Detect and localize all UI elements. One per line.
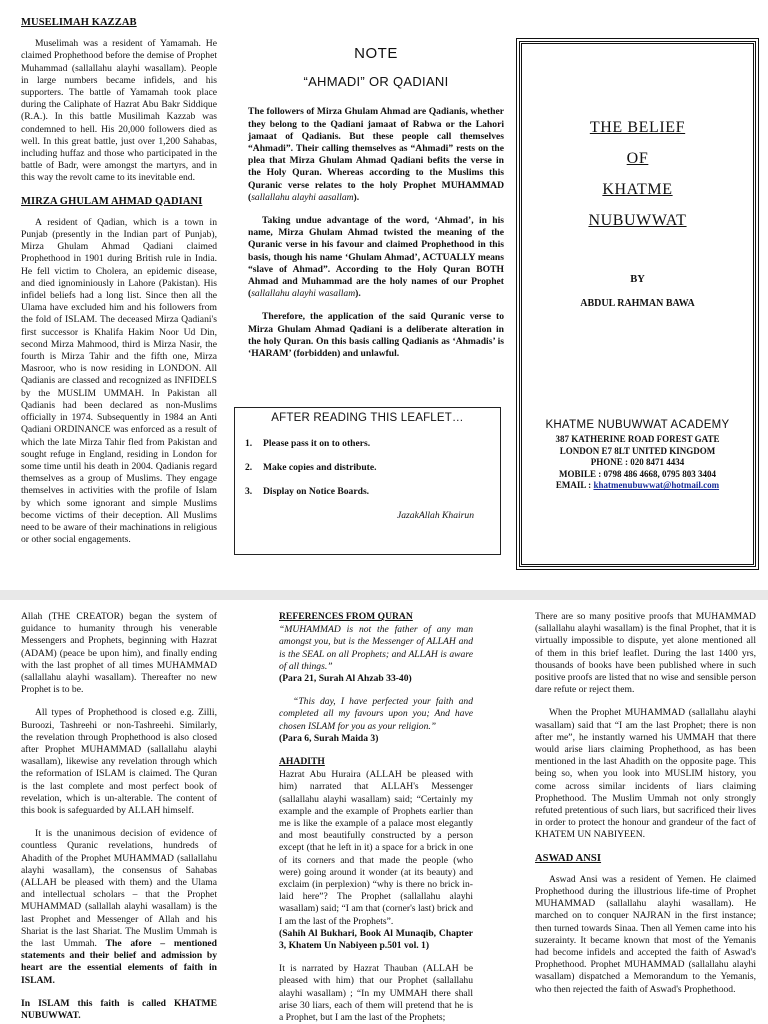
para-khatme: In ISLAM this faith is called KHATME NUBUWWAT. bbox=[21, 997, 217, 1022]
note-subtitle: “AHMADI” OR QADIANI bbox=[303, 74, 449, 90]
note-para-3: Therefore, the application of the said Quranic verse to Mirza Ghulam Ahmad Qadiani is a deliberate alteration in the holy Quran. On this basis calling Qadianis as ‘Ahmadis’ is ‘HARAM’ (forbidden) and unlawful. bbox=[248, 311, 504, 360]
para-aswad: Aswad Ansi was a resident of Yemen. He claimed Prophethood during the illustrious life-time of Prophet MUHAMMAD (sallallahu alayhi wasallam). He marched on to conquer NAJRAN in the first instance; then turned towards Sinaa. Then all Yemen came into his suzerainty. It became known that most of the Yemanis had become infidels and accepted the faith of Aswad's Prophethood. Prophet MUHAMMAD (sallallahu alayhi wasallam) dispatched a Memorandum to the Yemanis, who then rejected the faith of Aswad's Prophethood. bbox=[535, 873, 756, 995]
column-top-left bbox=[21, 17, 217, 557]
column-bottom-right bbox=[535, 611, 756, 1007]
column-bottom-left bbox=[21, 611, 217, 1024]
para-unanimous: It is the unanimous decision of evidence of countless Quranic revelations, hundreds of Ahadith of the Prophet MUHAMMAD (sallallahu alayhi wasallam), the consensus of Sahabas (ALLAH be pleased with them) and the Ulama and intellectual scholars – that the Prophet MUHAMMAD (sallallah alayhi wasallam) is the last Prophet and Messenger of Allah and his Shariat is the last Shariat. The Muslim Ummah is the last Ummah. The afore – mentioned statements and their belief and admission by heart are the essential elements of faith in ISLAM. bbox=[21, 828, 217, 986]
list-item: 3. Display on Notice Boards. bbox=[245, 486, 370, 497]
list-item: 1. Please pass it on to others. bbox=[245, 438, 371, 449]
academy-contact bbox=[522, 419, 753, 492]
cover-author: ABDUL RAHMAN BAWA bbox=[580, 298, 695, 309]
para-positive-proofs: There are so many positive proofs that MUHAMMAD (sallallahu alayhi wasallam) is the final Prophet, that it is virtually impossible to dispute, yet alone mentioned all of them in this brief leaflet. During the last 1400 yrs, thousands of books have been published where in such positive proofs are listed that no wise and sensible person dare refute or reject them. bbox=[535, 611, 756, 696]
heading-mirza: MIRZA GHULAM AHMAD QADIANI bbox=[21, 195, 203, 207]
list-item: 2. Make copies and distribute. bbox=[245, 462, 377, 473]
note-para-2: Taking undue advantage of the word, ‘Ahmad’, in his name, Mirza Ghulam Ahmad twisted the meaning of the Quranic verse in his favour and claimed Prophethood in this basis, though his name ‘Ghulam Ahmad’, ACTUALLY means “slave of Ahmad”. According to the Holy Quran BOTH Ahmad and Muhammad are the holy names of our Prophet (sallallahu alayhi wasallam). bbox=[248, 215, 504, 300]
heading-muselimah: MUSELIMAH KAZZAB bbox=[21, 17, 137, 28]
email-link[interactable]: khatmenubuwwat@hotmail.com bbox=[593, 480, 720, 491]
academy-address-2: LONDON E7 8LT UNITED KINGDOM bbox=[559, 445, 716, 456]
academy-mobile: MOBILE : 0798 486 4668, 0795 803 3404 bbox=[558, 468, 716, 479]
heading-references: REFERENCES FROM QURAN bbox=[279, 611, 413, 622]
academy-phone: PHONE : 020 8471 4434 bbox=[590, 457, 685, 468]
para-mirza: A resident of Qadian, which is a town in Punjab (presently in the Indian part of Punjab), Mirza Ghulam Ahmad Qadiani claimed Prophethood in 1901 during British rule in India. He fell victim to Cholera, an epidemic disease, and died ignominiously in Lahore (Pakistan). His infidel beliefs had a long list. Since then all the Ulama have excluded him and his followers from the fold of ISLAM. The deceased Mirza Qadiani's first successor is Khalifa Hakim Noor Ud Din, second Mirza Mahmood, third is Mirza Nasir, the fourth is Mirza Tahir and the fifth one, Mirza Masroor, who is now residing in LONDON. All Qadianis are classed and recognized as INFIDELS by the MUSLIM UMMAH. In Pakistan all Qadianis had been declared as non-Muslims officially in 1974. Subsequently in 1984 an Anti Qadiani ORDINANCE was enforced as a result of which the late Mirza Tahir fled from Pakistan and sought refuge in England, residing in London for some time until his death in 2004. Qadianis regard themselves as a group of Muslims. They engage themselves in activities with the profile of Islam by which some ignorant and simple Muslims become victims of their deception. All Muslims need to be aware of their machinations in religious or other social engagements. bbox=[21, 216, 217, 546]
cover-panel bbox=[519, 41, 756, 567]
cover-title: THE BELIEF OF KHATME NUBUWWAT bbox=[588, 119, 687, 229]
quran-quote-1: “MUHAMMAD is not the father of any man amongst you, but is the Messenger of ALLAH and is the SEAL on all Prophets; and ALLAH is aware of all things.” (Para 21, Surah Al Ahzab 33-40) bbox=[279, 624, 473, 685]
hadith-2: It is narrated by Hazrat Thauban (ALLAH be pleased with him) that our Prophet (sallallahu alayhi wasallam) ; “In my UMMAH there shall arise 30 liars, each of them will pretend that he is a Prophet, but I am the last of the Prophets; bbox=[279, 963, 473, 1024]
para-muselimah: Muselimah was a resident of Yamamah. He claimed Prophethood before the demise of Prophet Muhammad (sallallahu alayhi wasallam). People in large numbers became infidels, and his supporters. The battle of Yamamah took place during the Caliphate of Hazrat Abu Bakr Siddique (R.A.). In this battle Musilimah Kazzab was condemned to hell. His 20,000 followers died as well. In this great battle, just over 1,200 Sahabas, including huffaz and those who participated in the battle of Badr, were amongst the martyrs, and in this way the revolt came to its inevitable end. bbox=[21, 38, 217, 184]
hadith-1: Hazrat Abu Huraira (ALLAH be pleased with him) narrated that ALLAH's Messenger (sallallahu alayhi wasallam) said; “Certainly my example and the example of Prophets earlier than me is like the example of a palace most elegantly and most beautifully constructed by a person except (that he left in it) a space for a brick in one of its corners and that made the people (who were) going around it wonder (at its beauty) and exclaim (in perplexion) “why is there no brick in-laid here”? The Prophet (sallallahu alayhi wasallam) said; “I am that (corner's last) brick and I am the last of the Prophets”. (Sahih Al Bukhari, Book Al Munaqib, Chapter 3, Khatem Un Nabiyeen p.501 vol. 1) bbox=[279, 769, 473, 952]
para-creator: Allah (THE CREATOR) began the system of guidance to humanity through his venerable Messengers and Prophets, beginning with Hazrat (ADAM) (peace be upon him), and finally ending with the last prophet of all times MUHAMMAD (sallallahu alayhi wasallam). Thereafter no new Prophet is to be. bbox=[21, 611, 217, 696]
column-bottom-middle bbox=[279, 611, 473, 1024]
para-prophethood-closed: All types of Prophethood is closed e.g. Zilli, Buroozi, Tashreehi or non-Tashreehi. Similarly, the revelation through Prophethood is also closed after Prophet MUHAMMAD (sallallahu alayhi wasallam), likewise any revelation through which the reformation of ISLAM is claimed. The Quran is the last complete and most perfect book of revelation, which is un-alterable. The content of this book is safeguarded by ALLAH himself. bbox=[21, 707, 217, 817]
heading-ahadith: AHADITH bbox=[279, 756, 325, 768]
quran-quote-2: “This day, I have perfected your faith and completed all my favours upon you; And have chosen ISLAM for you as your religion.” (Para 6, Surah Maida 3) bbox=[279, 696, 473, 744]
after-reading-box bbox=[234, 407, 501, 555]
academy-address-1: 387 KATHERINE ROAD FOREST GATE bbox=[555, 434, 720, 444]
academy-email-row: EMAIL : khatmenubuwwat@hotmail.com bbox=[555, 480, 720, 491]
after-reading-list bbox=[245, 438, 490, 497]
after-reading-title: AFTER READING THIS LEAFLET… bbox=[271, 412, 464, 424]
para-last-prophet: When the Prophet MUHAMMAD (sallallahu alayhi wasallam) said that “I am the last Prophet; there is non after me”, he instantly warned his UMMAH that there would arise liars claiming Prophethood, as has been mentioned in the last Ahadith on the opposite page. This being so, when you look into MUSLIM history, you come across similar incidents of liars claiming Prophethood. The Muslim Ummah not only strongly refuted pretentious of such liars, but sacrificed their lives in order to protect the honour and grandeur of the fact of KHATEM UN NABIYEEN. bbox=[535, 707, 756, 841]
heading-aswad: ASWAD ANSI bbox=[535, 852, 602, 864]
note-title: NOTE bbox=[354, 45, 398, 62]
note-para-1: The followers of Mirza Ghulam Ahmad are Qadianis, whether they belong to the Qadiani jamaat of Rabwa or the Lahori jamaat of Qadianis. But these people call themselves “Ahmadi”. Their calling themselves as “Ahmadi” rests on the plea that Mirza Ghulam Ahmad Qadiani befits the verse in the Holy Quran. Whereas according to the Muslims this Quranic verse relates to the holy Prophet MUHAMMAD (sallallahu alayhi aasallam). bbox=[248, 106, 504, 203]
signoff: JazakAllah Khairun bbox=[396, 510, 474, 521]
academy-name: KHATME NUBUWWAT ACADEMY bbox=[545, 419, 730, 431]
column-top-middle bbox=[248, 40, 504, 371]
cover-by: BY bbox=[630, 274, 645, 285]
